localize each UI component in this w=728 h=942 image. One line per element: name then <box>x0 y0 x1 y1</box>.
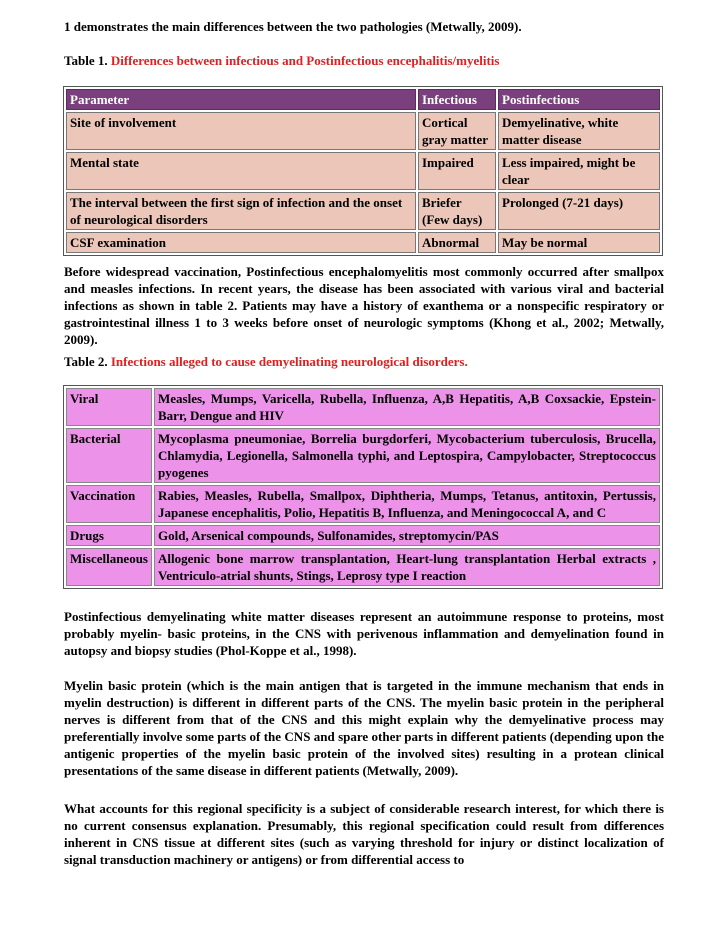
table-cell: Less impaired, might be clear <box>498 152 660 190</box>
table1-caption <box>64 52 664 69</box>
table-cell: Briefer (Few days) <box>418 192 496 230</box>
table-row <box>66 525 660 546</box>
table2-caption <box>64 353 664 370</box>
table-row <box>66 232 660 253</box>
table2-label: Table 2. <box>64 354 108 369</box>
intro-line: 1 demonstrates the main differences between the two pathologies (Metwally, 2009). <box>64 19 522 34</box>
table1-header-row <box>66 89 660 110</box>
table-cell: Mycoplasma pneumoniae, Borrelia burgdorferi, Mycobacterium tuberculosis, Brucella, Chlamydia, Legionella, Salmonella typhi, and Leptospira, Campylobacter, Streptococcus pyogenes <box>154 428 660 483</box>
table-cell: Allogenic bone marrow transplantation, Heart-lung transplantation Herbal extracts , Ventriculo-atrial shunts, Stings, Leprosy type I reaction <box>154 548 660 586</box>
table-cell: May be normal <box>498 232 660 253</box>
table-cell: Impaired <box>418 152 496 190</box>
table-cell: Rabies, Measles, Rubella, Smallpox, Diphtheria, Mumps, Tetanus, antitoxin, Pertussis, Japanese encephalitis, Polio, Hepatitis B, Influenza, and Meningococcal A, and C <box>154 485 660 523</box>
table-row <box>66 192 660 230</box>
table-row <box>66 112 660 150</box>
paragraph-myelin-basic-protein: Myelin basic protein (which is the main antigen that is targeted in the immune mechanism that ends in myelin destruction) is different in different parts of the CNS. The myelin basic protein in the peripheral nerves is different from that of the CNS and this might explain why the demyelinative process may preferentially involve some parts of the CNS and spare other parts in different patients (depending upon the antigenic properties of the myelin basic protein of the involved sites) resulting in a protean clinical presentations of the same disease in different patients (Metwally, 2009). <box>64 678 664 778</box>
table-row <box>66 548 660 586</box>
paragraph-autoimmune-response: Postinfectious demyelinating white matter diseases represent an autoimmune response to proteins, most probably myelin- basic proteins, in the CNS with perivenous inflammation and demyelination found in autopsy and biopsy studies (Phol-Koppe et al., 1998). <box>64 609 664 658</box>
table2-title: Infections alleged to cause demyelinating neurological disorders. <box>110 354 468 369</box>
table-row <box>66 485 660 523</box>
table-cell: Drugs <box>66 525 152 546</box>
table-cell: Viral <box>66 388 152 426</box>
table-cell: Demyelinative, white matter disease <box>498 112 660 150</box>
table-cell: Measles, Mumps, Varicella, Rubella, Influenza, A,B Hepatitis, A,B Coxsackie, Epstein-Barr, Dengue and HIV <box>154 388 660 426</box>
table-cell: Miscellaneous <box>66 548 152 586</box>
table1-header-parameter: Parameter <box>66 89 416 110</box>
table1-header-infectious: Infectious <box>418 89 496 110</box>
table-cell: Abnormal <box>418 232 496 253</box>
paragraph-vaccination-history: Before widespread vaccination, Postinfectious encephalomyelitis most commonly occurred after smallpox and measles infections. In recent years, the disease has been associated with various viral and bacterial infections as shown in table 2. Patients may have a history of exanthema or a nonspecific respiratory or gastrointestinal illness 1 to 3 weeks before onset of neurologic symptoms (Khong et al., 2002; Metwally, 2009). <box>64 264 664 347</box>
table-cell: Cortical gray matter <box>418 112 496 150</box>
table1-differences <box>63 86 663 256</box>
table1-title: Differences between infectious and Postinfectious encephalitis/myelitis <box>110 53 500 68</box>
table-cell: Site of involvement <box>66 112 416 150</box>
table-cell: Bacterial <box>66 428 152 483</box>
table-cell: Mental state <box>66 152 416 190</box>
table-cell: Prolonged (7-21 days) <box>498 192 660 230</box>
table-cell: The interval between the first sign of infection and the onset of neurological disorders <box>66 192 416 230</box>
table2-infections <box>63 385 663 589</box>
table-cell: Vaccination <box>66 485 152 523</box>
table1-label: Table 1. <box>64 53 108 68</box>
table-cell: Gold, Arsenical compounds, Sulfonamides, streptomycin/PAS <box>154 525 660 546</box>
table-row <box>66 428 660 483</box>
table1-header-postinfectious: Postinfectious <box>498 89 660 110</box>
paragraph-regional-specificity: What accounts for this regional specificity is a subject of considerable research interest, for which there is no current consensus explanation. Presumably, this regional specification could result from differences inherent in CNS tissue at different sites (such as varying threshold for injury or distinct localization of signal transduction machinery or antigens) or from differential access to <box>64 801 664 867</box>
table-row <box>66 152 660 190</box>
table-row <box>66 388 660 426</box>
table-cell: CSF examination <box>66 232 416 253</box>
